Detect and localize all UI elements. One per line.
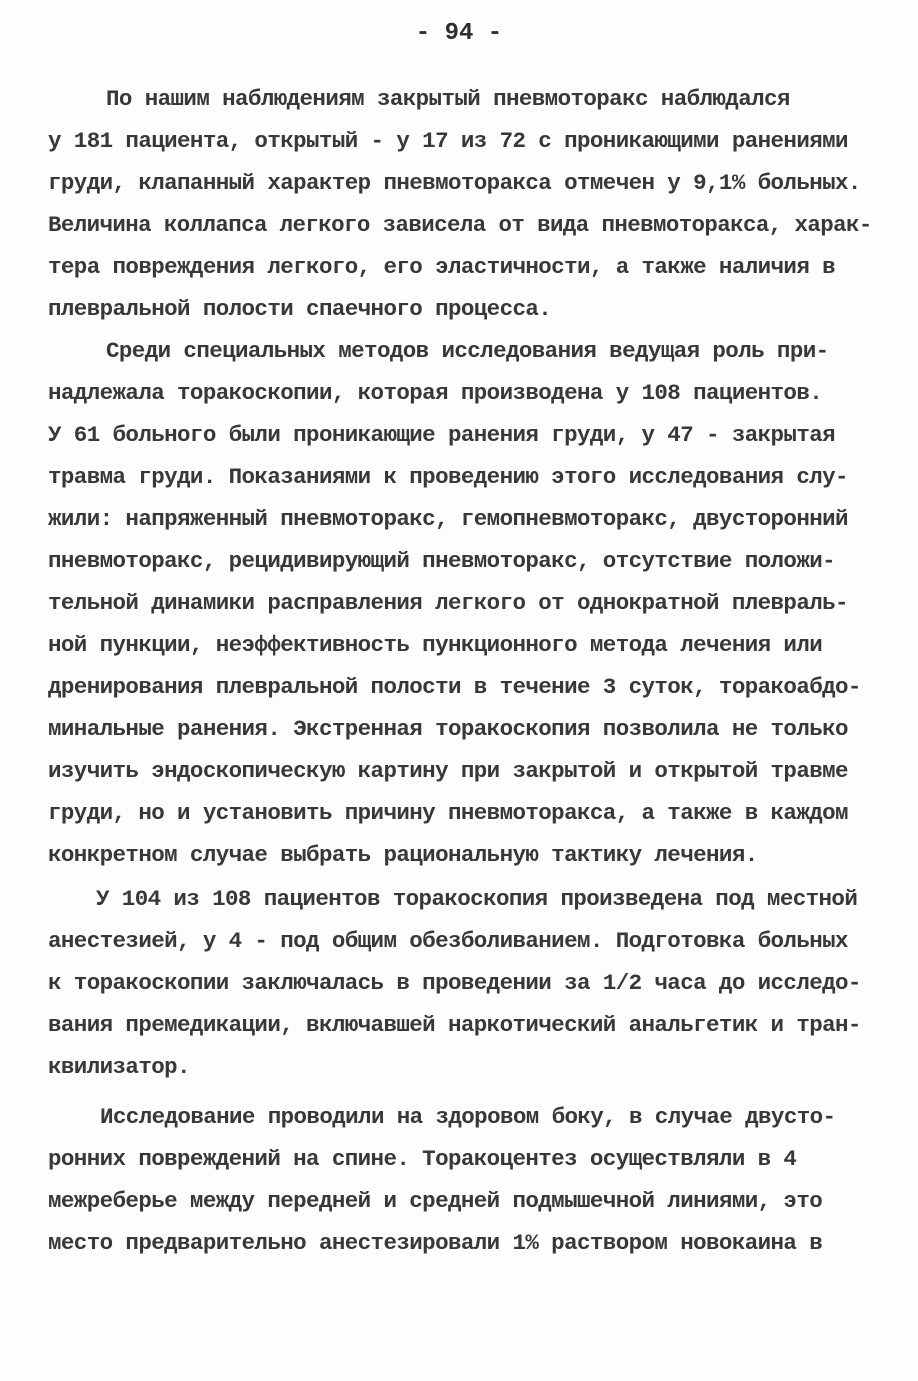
text-line: ной пункции, неэффективность пункционного метода лечения или [48,632,823,658]
text-line: груди, но и установить причину пневмоторакса, а также в каждом [48,800,848,826]
text-line: травма груди. Показаниями к проведению этого исследования слу- [48,464,848,490]
text-line: у 181 пациента, открытый - у 17 из 72 с проникающими ранениями [48,128,848,154]
text-line: изучить эндоскопическую картину при закрытой и открытой травме [48,758,848,784]
text-line: анестезией, у 4 - под общим обезболиванием. Подготовка больных [48,928,848,954]
text-line: У 61 больного были проникающие ранения груди, у 47 - закрытая [48,422,836,448]
text-line: пневмоторакс, рецидивирующий пневмоторакс, отсутствие положи- [48,548,836,574]
text-line: надлежала торакоскопии, которая производена у 108 пациентов. [48,380,823,406]
page-number: - 94 - [415,20,503,47]
text-line: Величина коллапса легкого зависела от вида пневмоторакса, харак- [48,212,872,238]
text-line: дренирования плевральной полости в течение 3 суток, торакоабдо- [48,674,861,700]
text-line: У 104 из 108 пациентов торакоскопия произведена под местной [96,886,858,912]
text-line: тельной динамики расправления легкого от однократной плевраль- [48,590,848,616]
text-line: груди, клапанный характер пневмоторакса отмечен у 9,1% больных. [48,170,861,196]
text-line: к торакоскопии заключалась в проведении за 1/2 часа до исследо- [48,970,861,996]
text-line: тера повреждения легкого, его эластичности, а также наличия в [48,254,836,280]
text-line: ронних повреждений на спине. Торакоцентез осуществляли в 4 [48,1146,797,1172]
text-line: плевральной полости спаечного процесса. [48,296,552,322]
text-line: минальные ранения. Экстренная торакоскопия позволила не только [48,716,848,742]
text-line: место предварительно анестезировали 1% раствором новокаина в [48,1230,823,1256]
text-line: вания премедикации, включавшей наркотический анальгетик и тран- [48,1012,861,1038]
text-line: конкретном случае выбрать рациональную тактику лечения. [48,842,758,868]
text-line: По нашим наблюдениям закрытый пневмоторакс наблюдался [106,86,790,112]
text-line: межреберье между передней и средней подмышечной линиями, это [48,1188,823,1214]
text-line: Исследование проводили на здоровом боку, в случае двусто- [100,1104,836,1130]
text-line: Среди специальных методов исследования ведущая роль при- [106,338,829,364]
text-line: квилизатор. [48,1054,190,1080]
text-line: жили: напряженный пневмоторакс, гемопневмоторакс, двусторонний [48,506,848,532]
